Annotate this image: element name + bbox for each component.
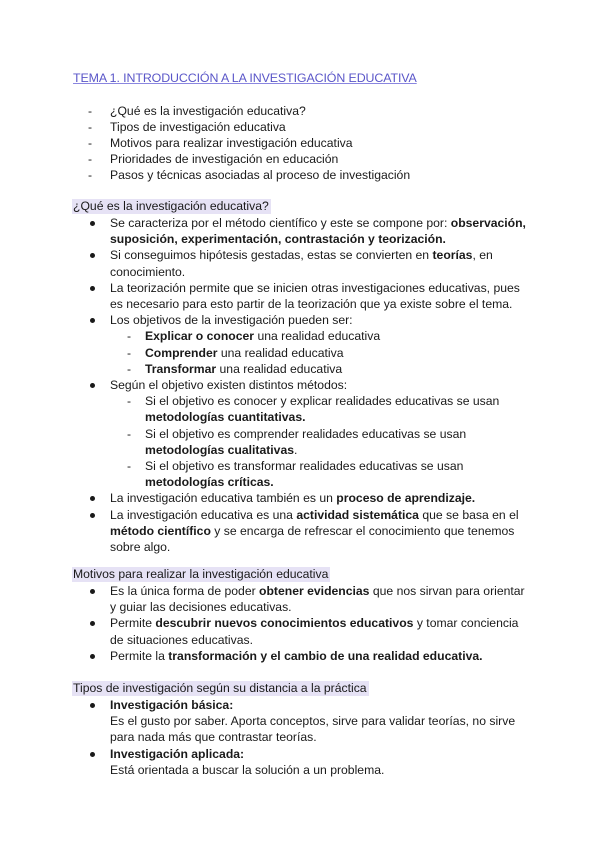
- list-item: Permite descubrir nuevos conocimientos educativos y tomar conciencia de situaciones educativas.: [90, 615, 530, 647]
- sub-item: - Transformar una realidad educativa: [127, 361, 343, 376]
- bullet-icon: [90, 318, 95, 323]
- dash-marker: -: [88, 136, 93, 150]
- bullet-icon: [90, 221, 95, 226]
- section-body-que-es: [90, 215, 530, 555]
- bullet-icon: [90, 383, 95, 388]
- list-item: Si conseguimos hipótesis gestadas, estas se convierten en teorías, en conocimiento.: [90, 247, 530, 279]
- list-item: Según el objetivo existen distintos métodos:: [90, 377, 530, 393]
- section-heading-motivos: Motivos para realizar la investigación educativa: [73, 567, 329, 581]
- bullet-icon: [90, 253, 95, 258]
- sub-item: - Comprender una realidad educativa: [127, 345, 344, 360]
- dash-marker: -: [88, 168, 93, 182]
- list-item: Permite la transformación y el cambio de una realidad educativa.: [90, 648, 530, 664]
- section-body-motivos: [90, 583, 530, 664]
- sub-item: - Si el objetivo es comprender realidades educativas se usan metodologías cualitativas.: [127, 426, 467, 457]
- section-body-tipos: [90, 697, 530, 778]
- bullet-icon: [90, 621, 95, 626]
- list-item: Investigación básica: Es el gusto por saber. Aporta conceptos, sirve para validar teorías, no sirve para nada más que contrastar teorías.: [90, 697, 530, 746]
- bullet-icon: [90, 589, 95, 594]
- list-item: La teorización permite que se inicien otras investigaciones educativas, pues es necesario para esto partir de la teorización que ya existe sobre el tema.: [90, 280, 530, 312]
- toc-item: - Tipos de investigación educativa: [88, 120, 286, 134]
- bullet-icon: [90, 752, 95, 757]
- sub-item: - Si el objetivo es conocer y explicar realidades educativas se usan metodologías cuantitativas.: [127, 394, 500, 425]
- list-item: Es la única forma de poder obtener evidencias que nos sirvan para orientar y guiar las decisiones educativas.: [90, 583, 530, 615]
- list-item: Investigación aplicada: Está orientada a buscar la solución a un problema.: [90, 746, 530, 778]
- bullet-icon: [90, 286, 95, 291]
- bullet-icon: [90, 654, 95, 659]
- toc-item: - Pasos y técnicas asociadas al proceso de investigación: [88, 168, 411, 182]
- list-item: Se caracteriza por el método científico y este se compone por: observación, suposición, experimentación, contrastación y teorización.: [90, 215, 530, 247]
- list-item: Los objetivos de la investigación pueden ser:: [90, 312, 530, 328]
- list-item: La investigación educativa es una actividad sistemática que se basa en el método científico y se encarga de refrescar el conocimiento que tenemos sobre algo.: [90, 507, 530, 556]
- toc-item: - ¿Qué es la investigación educativa?: [88, 104, 306, 118]
- section-heading-que-es: ¿Qué es la investigación educativa?: [73, 199, 269, 213]
- table-of-contents: [88, 103, 410, 183]
- bullet-icon: [90, 513, 95, 518]
- section-heading-tipos: Tipos de investigación según su distancia a la práctica: [73, 681, 367, 695]
- bullet-icon: [90, 496, 95, 501]
- dash-marker: -: [88, 104, 93, 118]
- list-item: La investigación educativa también es un proceso de aprendizaje.: [90, 490, 530, 506]
- sub-item: - Explicar o conocer una realidad educativa: [127, 329, 381, 344]
- sub-item: - Si el objetivo es transformar realidades educativas se usan metodologías críticas.: [127, 459, 464, 490]
- bullet-icon: [90, 703, 95, 708]
- dash-marker: -: [88, 120, 93, 134]
- toc-item: - Prioridades de investigación en educación: [88, 152, 339, 166]
- toc-item: - Motivos para realizar investigación educativa: [88, 136, 353, 150]
- dash-marker: -: [88, 152, 93, 166]
- document-title: TEMA 1. INTRODUCCIÓN A LA INVESTIGACIÓN EDUCATIVA: [73, 71, 417, 85]
